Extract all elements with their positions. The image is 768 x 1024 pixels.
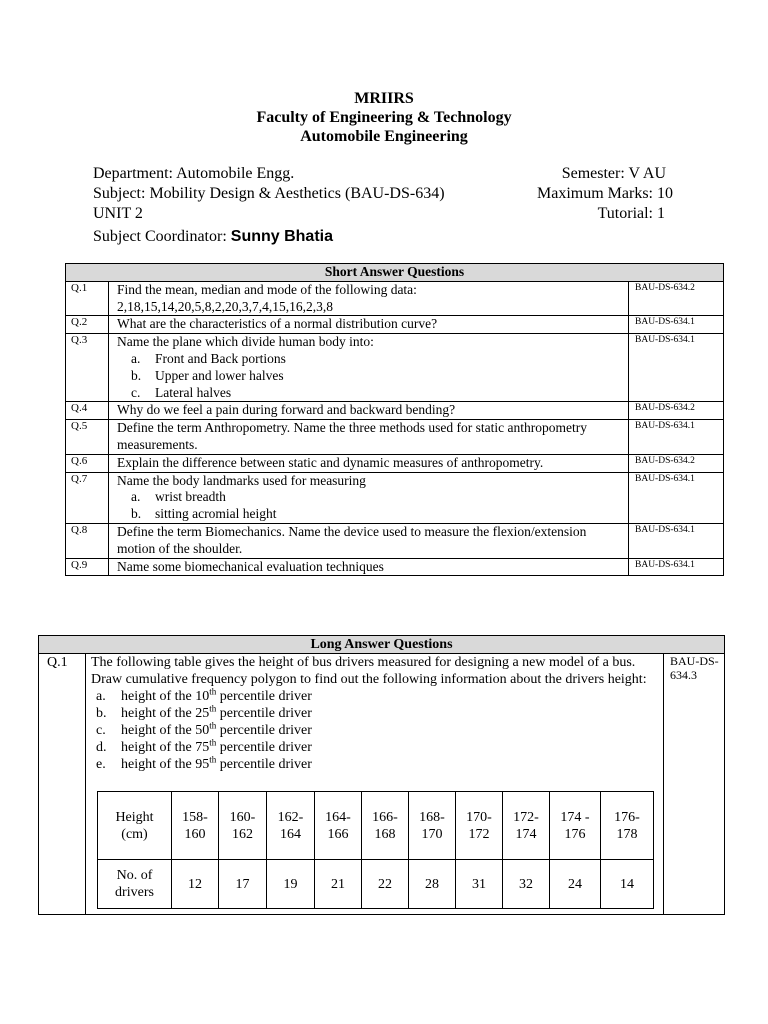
question-line: Name the plane which divide human body into: [117,334,374,350]
institute-name: MRIIRS [354,90,414,107]
question-text [109,281,629,316]
course-outcome: BAU-DS-634.1 [629,558,724,576]
question-line: Name the body landmarks used for measuring [117,472,366,488]
question-number: Q.4 [66,402,109,420]
question-text: Name some biomechanical evaluation techniques [109,558,629,576]
course-outcome: BAU-DS-634.3 [664,654,725,915]
list-item: e. height of the 95th percentile driver [96,754,312,772]
course-outcome: BAU-DS-634.2 [629,281,724,316]
height-range: 168- 170 [409,792,456,860]
height-label: Height (cm) [98,792,172,860]
subject-coordinator [93,227,333,247]
table-row [66,420,724,455]
table-row [66,281,724,316]
driver-count: 12 [172,860,219,909]
faculty-name: Faculty of Engineering & Technology [256,109,512,126]
driver-count: 21 [315,860,362,909]
driver-count: 17 [219,860,267,909]
course-outcome: BAU-DS-634.2 [629,402,724,420]
list-item: d. height of the 75th percentile driver [96,737,312,755]
course-outcome: BAU-DS-634.1 [629,523,724,558]
question-number: Q.6 [66,454,109,472]
driver-count: 22 [362,860,409,909]
course-outcome: BAU-DS-634.1 [629,334,724,402]
question-number: Q.5 [66,420,109,455]
course-outcome: BAU-DS-634.1 [629,420,724,455]
list-item: a. height of the 10th percentile driver [96,686,312,704]
question-number: Q.9 [66,558,109,576]
question-text: Define the term Anthropometry. Name the three methods used for static anthropometry measurements. [109,420,629,455]
question-text [86,654,664,915]
question-number: Q.3 [66,334,109,402]
driver-count: 14 [601,860,654,909]
sub-item-list [117,351,624,401]
long-answer-table [38,635,725,915]
driver-count: 19 [267,860,315,909]
height-range: 164- 166 [315,792,362,860]
list-item: a. wrist breadth [131,489,226,505]
height-range: 162- 164 [267,792,315,860]
count-row [98,860,654,909]
question-line: The following table gives the height of bus drivers measured for designing a new model of a bus. Draw cumulative frequency polygon to find out the following information about the drivers height: [91,655,647,687]
maximum-marks: Maximum Marks: 10 [537,185,673,202]
list-item: b. height of the 25th percentile driver [96,703,312,721]
semester: Semester: V AU [561,165,666,182]
tutorial-number: Tutorial: 1 [597,205,665,222]
table-row [66,472,724,523]
table-row [66,402,724,420]
question-number: Q.1 [39,654,86,915]
height-range: 172- 174 [503,792,550,860]
question-data: 2,18,15,14,20,5,8,2,20,3,7,4,15,16,2,3,8 [117,298,333,314]
course-outcome: BAU-DS-634.1 [629,316,724,334]
question-text: What are the characteristics of a normal distribution curve? [109,316,629,334]
height-range: 176- 178 [601,792,654,860]
count-label: No. of drivers [98,860,172,909]
sub-item-list [117,489,624,523]
list-item: b. sitting acromial height [131,506,277,522]
height-range: 160- 162 [219,792,267,860]
unit: UNIT 2 [93,205,143,222]
list-item: a. Front and Back portions [131,350,286,366]
driver-count: 32 [503,860,550,909]
department: Department: Automobile Engg. [93,165,295,182]
short-answer-title: Short Answer Questions [66,264,724,282]
list-item: c. Lateral halves [131,384,232,400]
long-answer-title: Long Answer Questions [39,636,725,654]
sub-item-list [91,688,659,773]
height-range: 170- 172 [456,792,503,860]
subject: Subject: Mobility Design & Aesthetics (BAU-DS-634) [93,185,445,202]
program-name: Automobile Engineering [300,128,468,145]
table-row [39,654,725,915]
table-row [66,334,724,402]
question-line: Find the mean, median and mode of the following data: [117,281,417,297]
list-item: c. height of the 50th percentile driver [96,720,312,738]
table-row [66,523,724,558]
question-text [109,334,629,402]
question-text: Why do we feel a pain during forward and backward bending? [109,402,629,420]
question-number: Q.1 [66,281,109,316]
driver-count: 24 [550,860,601,909]
list-item: b. Upper and lower halves [131,367,284,383]
table-row [66,558,724,576]
question-number: Q.8 [66,523,109,558]
height-range: 166- 168 [362,792,409,860]
height-range: 174 - 176 [550,792,601,860]
height-range: 158- 160 [172,792,219,860]
table-row [66,316,724,334]
short-answer-table [65,263,724,576]
question-number: Q.7 [66,472,109,523]
table-row [66,454,724,472]
height-row [98,792,654,860]
course-outcome: BAU-DS-634.1 [629,472,724,523]
question-text [109,472,629,523]
question-number: Q.2 [66,316,109,334]
question-text: Define the term Biomechanics. Name the device used to measure the flexion/extension motion of the shoulder. [109,523,629,558]
coordinator-name: Sunny Bhatia [230,228,333,245]
driver-count: 28 [409,860,456,909]
course-outcome: BAU-DS-634.2 [629,454,724,472]
question-text: Explain the difference between static and dynamic measures of anthropometry. [109,454,629,472]
coordinator-label: Subject Coordinator: [93,228,227,245]
driver-count: 31 [456,860,503,909]
driver-height-table [97,791,654,909]
